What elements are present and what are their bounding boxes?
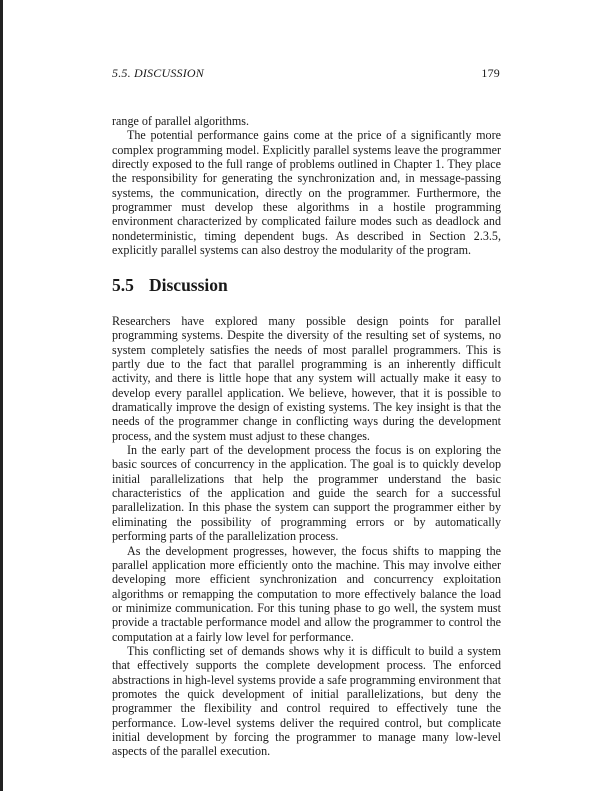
scan-edge-bar <box>0 0 3 791</box>
running-head-title: 5.5. DISCUSSION <box>112 66 204 80</box>
page-number: 179 <box>481 66 500 80</box>
paragraph-continuation: range of parallel algorithms. <box>112 114 250 128</box>
paragraph: The potential performance gains come at the price of a significantly more complex programming model. Explicitly parallel systems leave the programmer directly exposed to the full range of problems outlined in Chapter 1. They place the responsibility for generating the synchronization and, in message-passing systems, the communication, directly on the programmer. Furthermore, the programmer must develop these algorithms in a hostile programming environment characterized by complicated failure modes such as deadlock and nondeterministic, timing dependent bugs. As described in Section 2.3.5, explicitly parallel systems can also destroy the modularity of the program. <box>112 128 501 258</box>
section-heading <box>112 275 228 296</box>
paragraph: Researchers have explored many possible design points for parallel programming systems. Despite the diversity of the resulting set of systems, no system completely satisfies the needs of most parallel programmers. This is partly due to the fact that parallel programming is an inherently difficult activity, and there is little hope that any system will actually make it easy to develop every parallel application. We believe, however, that it is possible to dramatically improve the design of existing systems. The key insight is that the needs of the programmer change in conflicting ways during the development process, and the system must adjust to these changes. <box>112 314 501 443</box>
section-title: Discussion <box>149 275 228 295</box>
paragraph: This conflicting set of demands shows why it is difficult to build a system that effectively supports the complete development process. The enforced abstractions in high-level systems provide a safe programming environment that promotes the quick development of initial parallelizations, but deny the programmer the flexibility and control required to effectively tune the performance. Low-level systems deliver the required control, but complicate initial development by forcing the programmer to manage many low-level aspects of the parallel execution. <box>112 643 501 759</box>
intro-text <box>112 114 501 257</box>
paragraph: As the development progresses, however, the focus shifts to mapping the parallel application more efficiently onto the machine. This may involve either developing more efficient synchronization and concurrency exploitation algorithms or remapping the computation to more effectively balance the load or minimize communication. For this tuning phase to go well, the system must provide a tractable performance model and allow the programmer to control the computation at a fairly low level for performance. <box>112 543 501 644</box>
paragraph: In the early part of the development process the focus is on exploring the basic sources of concurrency in the application. The goal is to quickly develop initial parallelizations that help the programmer understand the basic characteristics of the application and guide the search for a successful parallelization. In this phase the system can support the programmer either by eliminating the possibility of programming errors or by automatically performing parts of the parallelization process. <box>112 443 501 544</box>
running-head <box>112 66 500 81</box>
section-number: 5.5 <box>112 275 134 295</box>
section-body <box>112 314 501 759</box>
